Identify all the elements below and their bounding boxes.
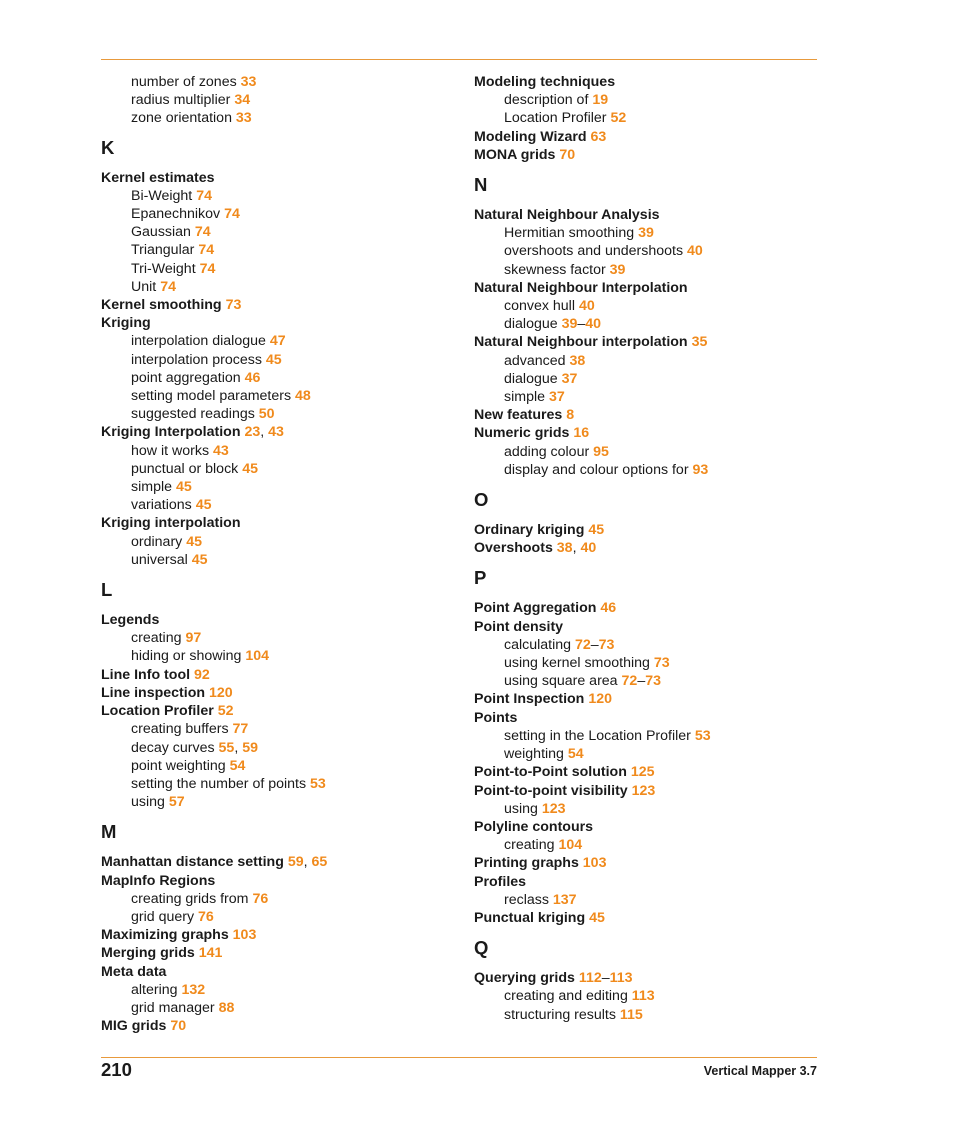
page-link[interactable]: 54 (229, 757, 246, 774)
index-subentry (474, 91, 817, 109)
page-link[interactable]: 40 (580, 540, 597, 557)
index-entry (474, 909, 817, 927)
page-link[interactable]: 39 (561, 316, 578, 333)
page-separator: , (572, 540, 581, 557)
page-separator: – (590, 636, 599, 653)
index-subentry (101, 533, 441, 551)
index-entry (474, 873, 817, 891)
index-subentry (101, 757, 441, 775)
index-subentry (101, 890, 441, 908)
entry-term: advanced (504, 352, 566, 369)
page-link[interactable]: 74 (199, 260, 216, 277)
index-subentry (101, 369, 441, 387)
entry-term: zone orientation (131, 110, 232, 127)
page-link[interactable]: 103 (232, 927, 257, 944)
footer-rule (101, 1057, 817, 1058)
entry-term: Hermitian smoothing (504, 225, 635, 242)
entry-term: Line Info tool (101, 666, 191, 683)
index-entry (101, 684, 441, 702)
entry-term: dialogue (504, 370, 558, 387)
page-link[interactable]: 23 (244, 424, 261, 441)
page-link[interactable]: 74 (160, 278, 176, 295)
entry-term: grid query (131, 908, 195, 925)
index-subentry (101, 241, 441, 259)
page-link[interactable]: 37 (561, 370, 578, 387)
entry-term: how it works (131, 442, 210, 459)
page-separator: , (303, 854, 312, 871)
index-entry (474, 206, 817, 224)
entry-term: punctual or block (131, 460, 239, 477)
page-link[interactable]: 19 (592, 92, 609, 109)
page-link[interactable]: 97 (185, 630, 202, 647)
entry-term: MONA grids (474, 146, 556, 163)
page-link[interactable]: 59 (242, 739, 258, 756)
page-link[interactable]: 40 (578, 298, 595, 315)
section-letter-o: O (474, 489, 489, 511)
index-entry (474, 333, 817, 351)
page-link[interactable]: 115 (619, 1006, 643, 1023)
page-link[interactable]: 45 (175, 479, 192, 496)
entry-term: Merging grids (101, 945, 195, 962)
page-link[interactable]: 59 (287, 854, 304, 871)
section-letter-m: M (101, 821, 117, 843)
index-subentry (474, 672, 817, 690)
entry-term: universal (131, 551, 188, 568)
index-subentry (101, 91, 441, 109)
entry-term: creating grids from (131, 890, 249, 907)
index-subentry (474, 297, 817, 315)
entry-term: Line inspection (101, 684, 206, 701)
index-subentry (101, 260, 441, 278)
book-title: Vertical Mapper 3.7 (703, 1064, 817, 1078)
index-entry (101, 314, 441, 332)
entry-term: simple (504, 389, 545, 406)
index-entry (101, 423, 441, 441)
page-link[interactable]: 40 (585, 316, 602, 333)
page-link[interactable]: 45 (191, 551, 208, 568)
index-subentry (474, 836, 817, 854)
page-link[interactable]: 52 (217, 703, 234, 720)
index-column-left (101, 73, 441, 1035)
page-link[interactable]: 48 (295, 388, 311, 405)
index-subentry (474, 987, 817, 1005)
page-link[interactable]: 70 (559, 146, 576, 163)
page-link[interactable]: 74 (198, 242, 215, 259)
index-entry (474, 279, 817, 297)
page-link[interactable]: 103 (582, 855, 607, 872)
index-subentry (101, 187, 441, 205)
index-entry (101, 666, 441, 684)
entry-term: Manhattan distance setting (101, 854, 284, 871)
index-entry (474, 969, 817, 987)
index-subentry (101, 351, 441, 369)
page-link[interactable]: 73 (225, 297, 242, 314)
index-entry (101, 926, 441, 944)
entry-term: Maximizing graphs (101, 927, 229, 944)
index-subentry (101, 720, 441, 738)
page-link[interactable]: 74 (194, 224, 211, 241)
entry-term: grid manager (131, 999, 215, 1016)
entry-term: Unit (131, 278, 157, 295)
index-subentry (101, 496, 441, 514)
entry-term: Kriging Interpolation (101, 424, 241, 441)
index-entry (474, 763, 817, 781)
index-entry (474, 854, 817, 872)
index-subentry (474, 443, 817, 461)
index-entry (474, 521, 817, 539)
index-subentry (474, 1006, 817, 1024)
entry-term: suggested readings (131, 406, 255, 423)
page-link[interactable]: 72 (575, 636, 591, 653)
index-entry (474, 618, 817, 636)
page-link[interactable]: 104 (558, 837, 583, 854)
index-subentry (101, 442, 441, 460)
index-entry (474, 146, 817, 164)
page-link[interactable]: 65 (311, 854, 328, 871)
entry-term: Modeling techniques (474, 74, 616, 90)
page-link[interactable]: 43 (268, 424, 284, 441)
page-link[interactable]: 92 (194, 666, 210, 683)
page-link[interactable]: 73 (598, 636, 615, 653)
index-entry (474, 782, 817, 800)
page-link[interactable]: 125 (630, 764, 655, 781)
page-link[interactable]: 57 (168, 794, 185, 811)
index-subentry (474, 352, 817, 370)
entry-term: Numeric grids (474, 425, 570, 442)
section-letter-l: L (101, 579, 113, 601)
entry-term: Modeling Wizard (474, 128, 587, 145)
index-subentry (474, 654, 817, 672)
index-subentry (101, 647, 441, 665)
index-subentry (101, 629, 441, 647)
page-link[interactable]: 53 (310, 775, 326, 792)
entry-term: Ordinary kriging (474, 522, 585, 539)
entry-term: Points (474, 709, 518, 726)
page-link[interactable]: 74 (224, 206, 240, 223)
entry-term: using kernel smoothing (504, 655, 650, 672)
page-link[interactable]: 113 (631, 988, 655, 1005)
page-link[interactable]: 40 (687, 243, 703, 260)
entry-term: Bi-Weight (131, 187, 193, 204)
index-entry (101, 611, 441, 629)
entry-term: Querying grids (474, 970, 575, 987)
page-link[interactable]: 45 (588, 522, 605, 539)
page-link[interactable]: 37 (548, 389, 565, 406)
entry-term: Point-to-Point solution (474, 764, 627, 781)
section-letter-n: N (474, 174, 488, 196)
index-entry (474, 709, 817, 727)
page-link[interactable]: 72 (621, 673, 638, 690)
page-link[interactable]: 53 (694, 727, 711, 744)
entry-term: hiding or showing (131, 648, 242, 665)
index-subentry (101, 223, 441, 241)
entry-term: point weighting (131, 757, 226, 774)
entry-term: Kriging (101, 315, 151, 332)
entry-term: Natural Neighbour Analysis (474, 207, 660, 224)
page-link[interactable]: 46 (244, 369, 261, 386)
entry-term: creating (131, 630, 182, 647)
page-link[interactable]: 52 (610, 110, 627, 127)
entry-term: dialogue (504, 316, 558, 333)
entry-term: Location Profiler (504, 110, 607, 127)
entry-term: Location Profiler (101, 703, 214, 720)
page-separator: , (234, 739, 243, 756)
index-subentry (474, 727, 817, 745)
index-entry (101, 1017, 441, 1035)
index-entry (474, 690, 817, 708)
entry-term: using (504, 800, 538, 817)
index-subentry (101, 551, 441, 569)
page-link[interactable]: 33 (240, 74, 257, 90)
index-subentry (474, 261, 817, 279)
index-subentry (101, 109, 441, 127)
page-link[interactable]: 123 (631, 782, 656, 799)
index-subentry (101, 73, 441, 91)
index-entry (101, 296, 441, 314)
entry-term: creating and editing (504, 988, 628, 1005)
entry-term: Gaussian (131, 224, 191, 241)
page-link[interactable]: 132 (181, 981, 206, 998)
page-separator: – (577, 316, 586, 333)
page-link[interactable]: 45 (186, 533, 202, 550)
index-subentry (101, 478, 441, 496)
page-link[interactable]: 112 (578, 970, 602, 987)
index-entry (474, 424, 817, 442)
page-link[interactable]: 16 (573, 425, 590, 442)
index-subentry (101, 405, 441, 423)
entry-term: New features (474, 407, 563, 424)
entry-term: Kriging interpolation (101, 515, 241, 532)
entry-term: Natural Neighbour Interpolation (474, 279, 688, 296)
page-link[interactable]: 63 (590, 128, 607, 145)
page-separator: – (601, 970, 610, 987)
entry-term: Point Aggregation (474, 600, 597, 617)
page-separator: – (637, 673, 646, 690)
entry-term: Point density (474, 618, 564, 635)
page-separator: , (260, 424, 269, 441)
entry-term: using square area (504, 673, 618, 690)
index-entry (101, 853, 441, 871)
entry-term: radius multiplier (131, 92, 231, 109)
index-subentry (474, 461, 817, 479)
page-link[interactable]: 33 (235, 110, 252, 127)
entry-term: skewness factor (504, 261, 606, 278)
page-link[interactable]: 113 (609, 970, 633, 987)
entry-term: Point-to-point visibility (474, 782, 628, 799)
entry-term: weighting (504, 746, 564, 763)
index-subentry (101, 332, 441, 350)
index-subentry (101, 278, 441, 296)
page-link[interactable]: 141 (198, 945, 223, 962)
entry-term: convex hull (504, 298, 575, 315)
entry-term: interpolation dialogue (131, 333, 266, 350)
index-entry (101, 963, 441, 981)
index-entry (101, 514, 441, 532)
entry-term: Legends (101, 612, 160, 629)
entry-term: setting in the Location Profiler (504, 727, 691, 744)
page-link[interactable]: 38 (556, 540, 573, 557)
entry-term: setting model parameters (131, 388, 292, 405)
page-number: 210 (101, 1059, 132, 1080)
entry-term: Meta data (101, 963, 167, 980)
entry-term: creating buffers (131, 721, 229, 738)
entry-term: Triangular (131, 242, 195, 259)
entry-term: using (131, 794, 165, 811)
index-subentry (474, 315, 817, 333)
index-subentry (474, 636, 817, 654)
index-entry (474, 539, 817, 557)
entry-term: MIG grids (101, 1018, 167, 1035)
page-link[interactable]: 38 (569, 352, 586, 369)
index-subentry (474, 891, 817, 909)
entry-term: simple (131, 479, 172, 496)
index-subentry (101, 908, 441, 926)
header-rule (101, 59, 817, 60)
page-link[interactable]: 39 (638, 225, 654, 242)
index-subentry (101, 460, 441, 478)
entry-term: creating (504, 837, 555, 854)
page-link[interactable]: 34 (234, 92, 251, 109)
entry-term: calculating (504, 636, 572, 653)
index-subentry (101, 205, 441, 223)
entry-term: Overshoots (474, 540, 553, 557)
index-entry (101, 169, 441, 187)
page-link[interactable]: 39 (609, 261, 626, 278)
entry-term: setting the number of points (131, 775, 307, 792)
page-link[interactable]: 88 (218, 999, 235, 1016)
page-link[interactable]: 50 (258, 406, 275, 423)
entry-term: adding colour (504, 443, 590, 460)
index-subentry (101, 981, 441, 999)
page-link[interactable]: 45 (195, 497, 212, 514)
index-subentry (101, 387, 441, 405)
entry-term: reclass (504, 891, 549, 908)
index-subentry (474, 800, 817, 818)
page-link[interactable]: 76 (198, 908, 214, 925)
entry-term: Natural Neighbour interpolation (474, 334, 688, 351)
index-entry (101, 872, 441, 890)
page-link[interactable]: 8 (566, 407, 575, 424)
page-link[interactable]: 55 (218, 739, 235, 756)
page-link[interactable]: 73 (645, 673, 661, 690)
page-link[interactable]: 77 (232, 721, 249, 738)
index-subentry (474, 388, 817, 406)
page-link[interactable]: 70 (170, 1018, 187, 1035)
entry-term: Epanechnikov (131, 206, 221, 223)
page-link[interactable]: 76 (252, 890, 269, 907)
entry-term: description of (504, 92, 589, 109)
entry-term: Polyline contours (474, 818, 594, 835)
page-link[interactable]: 137 (552, 891, 577, 908)
entry-term: structuring results (504, 1006, 616, 1023)
index-subentry (474, 224, 817, 242)
section-letter-p: P (474, 567, 487, 589)
index-subentry (474, 242, 817, 260)
index-entry (474, 818, 817, 836)
index-subentry (474, 745, 817, 763)
entry-term: interpolation process (131, 351, 262, 368)
section-letter-k: K (101, 136, 115, 158)
entry-term: number of zones (131, 74, 237, 90)
page-link[interactable]: 120 (209, 684, 233, 701)
index-column-right (474, 73, 817, 1024)
entry-term: altering (131, 981, 178, 998)
page-link[interactable]: 35 (691, 334, 708, 351)
entry-term: ordinary (131, 533, 183, 550)
page-link[interactable]: 54 (567, 746, 584, 763)
entry-term: Printing graphs (474, 855, 579, 872)
entry-term: Profiles (474, 873, 527, 890)
entry-term: Point Inspection (474, 691, 585, 708)
entry-term: overshoots and undershoots (504, 243, 684, 260)
page-link[interactable]: 46 (600, 600, 617, 617)
page-link[interactable]: 45 (265, 351, 282, 368)
entry-term: Tri-Weight (131, 260, 196, 277)
page-link[interactable]: 43 (213, 442, 229, 459)
index-subentry (101, 739, 441, 757)
page-link[interactable]: 93 (692, 461, 709, 478)
index-entry (474, 406, 817, 424)
page-link[interactable]: 74 (196, 187, 212, 204)
page-link[interactable]: 95 (593, 443, 609, 460)
entry-term: point aggregation (131, 369, 241, 386)
page-link[interactable]: 45 (589, 909, 605, 926)
entry-term: decay curves (131, 739, 215, 756)
index-entry (101, 702, 441, 720)
index-subentry (101, 775, 441, 793)
page-link[interactable]: 123 (541, 800, 566, 817)
index-entry (474, 73, 817, 91)
index-entry (474, 599, 817, 617)
index-subentry (101, 793, 441, 811)
page-link[interactable]: 73 (653, 655, 670, 672)
index-subentry (101, 999, 441, 1017)
entry-term: Punctual kriging (474, 909, 586, 926)
page-link[interactable]: 104 (245, 648, 270, 665)
entry-term: Kernel smoothing (101, 297, 222, 314)
index-subentry (474, 109, 817, 127)
entry-term: Kernel estimates (101, 169, 215, 186)
page-link[interactable]: 47 (269, 333, 286, 350)
index-entry (474, 128, 817, 146)
index-subentry (474, 370, 817, 388)
index-entry (101, 944, 441, 962)
section-letter-q: Q (474, 937, 489, 959)
entry-term: MapInfo Regions (101, 872, 216, 889)
entry-term: display and colour options for (504, 461, 689, 478)
page-link[interactable]: 120 (588, 691, 612, 708)
page-link[interactable]: 45 (242, 460, 258, 477)
entry-term: variations (131, 497, 192, 514)
